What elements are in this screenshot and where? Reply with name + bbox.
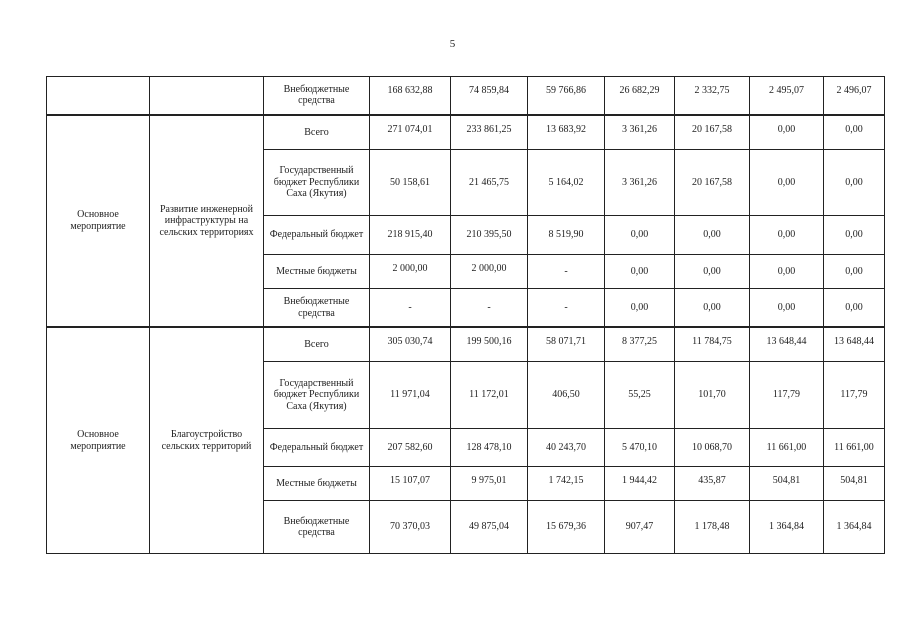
value-cell: 11 172,01	[451, 361, 528, 428]
source-cell: Государственный бюджет Республики Саха (Якутия)	[264, 361, 370, 428]
source-cell: Местные бюджеты	[264, 254, 370, 288]
value-cell: 8 519,90	[528, 216, 605, 254]
source-cell: Федеральный бюджет	[264, 428, 370, 466]
value-cell: 11 784,75	[675, 327, 750, 361]
value-cell: 199 500,16	[451, 327, 528, 361]
section-type-cell: Основное мероприятие	[47, 327, 150, 553]
value-cell: 0,00	[824, 149, 885, 216]
value-cell: 50 158,61	[370, 149, 451, 216]
value-cell: 0,00	[824, 216, 885, 254]
value-cell: -	[528, 254, 605, 288]
source-cell: Государственный бюджет Республики Саха (Якутия)	[264, 149, 370, 216]
value-cell: 59 766,86	[528, 77, 605, 115]
value-cell: 10 068,70	[675, 428, 750, 466]
section-name-cell: Благоустройство сельских территорий	[150, 327, 264, 553]
value-cell: 70 370,03	[370, 501, 451, 554]
value-cell: 2 495,07	[750, 77, 824, 115]
value-cell: 13 683,92	[528, 115, 605, 149]
value-cell: 5 470,10	[605, 428, 675, 466]
value-cell: 11 971,04	[370, 361, 451, 428]
value-cell: 49 875,04	[451, 501, 528, 554]
value-cell: 0,00	[750, 289, 824, 327]
value-cell: 435,87	[675, 467, 750, 501]
value-cell: 0,00	[675, 254, 750, 288]
value-cell: 210 395,50	[451, 216, 528, 254]
value-cell: 1 364,84	[824, 501, 885, 554]
value-cell: 1 178,48	[675, 501, 750, 554]
value-cell: 13 648,44	[750, 327, 824, 361]
value-cell: 0,00	[750, 216, 824, 254]
value-cell: 0,00	[605, 289, 675, 327]
value-cell: 406,50	[528, 361, 605, 428]
value-cell: 2 332,75	[675, 77, 750, 115]
budget-table	[46, 76, 885, 554]
value-cell: 2 000,00	[370, 254, 451, 288]
section-name-cell: Развитие инженерной инфраструктуры на сельских территориях	[150, 115, 264, 327]
value-cell: 0,00	[750, 254, 824, 288]
value-cell: 0,00	[605, 216, 675, 254]
value-cell: 504,81	[750, 467, 824, 501]
source-cell: Федеральный бюджет	[264, 216, 370, 254]
value-cell: 13 648,44	[824, 327, 885, 361]
value-cell: 3 361,26	[605, 149, 675, 216]
value-cell: 0,00	[605, 254, 675, 288]
value-cell: 21 465,75	[451, 149, 528, 216]
section-type-cell: Основное мероприятие	[47, 115, 150, 327]
value-cell: 271 074,01	[370, 115, 451, 149]
value-cell: 504,81	[824, 467, 885, 501]
value-cell: 101,70	[675, 361, 750, 428]
value-cell: 0,00	[824, 115, 885, 149]
value-cell: 74 859,84	[451, 77, 528, 115]
value-cell: -	[528, 289, 605, 327]
value-cell: 8 377,25	[605, 327, 675, 361]
value-cell: 20 167,58	[675, 115, 750, 149]
table-row	[47, 115, 885, 149]
value-cell: 128 478,10	[451, 428, 528, 466]
source-cell: Внебюджетные средства	[264, 77, 370, 115]
value-cell: 0,00	[675, 216, 750, 254]
source-cell: Всего	[264, 115, 370, 149]
name-cell	[150, 77, 264, 115]
value-cell: 15 107,07	[370, 467, 451, 501]
value-cell: 117,79	[824, 361, 885, 428]
value-cell: 2 496,07	[824, 77, 885, 115]
source-cell: Местные бюджеты	[264, 467, 370, 501]
type-cell	[47, 77, 150, 115]
table-row	[47, 327, 885, 361]
value-cell: 218 915,40	[370, 216, 451, 254]
value-cell: 3 361,26	[605, 115, 675, 149]
value-cell: 0,00	[750, 115, 824, 149]
value-cell: 0,00	[750, 149, 824, 216]
value-cell: 0,00	[824, 254, 885, 288]
value-cell: 305 030,74	[370, 327, 451, 361]
value-cell: 1 364,84	[750, 501, 824, 554]
value-cell: 15 679,36	[528, 501, 605, 554]
value-cell: 117,79	[750, 361, 824, 428]
value-cell: 11 661,00	[750, 428, 824, 466]
source-cell: Внебюджетные средства	[264, 501, 370, 554]
value-cell: 907,47	[605, 501, 675, 554]
value-cell: 0,00	[824, 289, 885, 327]
page-number: 5	[449, 38, 456, 50]
value-cell: 1 944,42	[605, 467, 675, 501]
value-cell: 0,00	[675, 289, 750, 327]
table-row	[47, 77, 885, 115]
value-cell: 5 164,02	[528, 149, 605, 216]
value-cell: 11 661,00	[824, 428, 885, 466]
value-cell: 207 582,60	[370, 428, 451, 466]
value-cell: 168 632,88	[370, 77, 451, 115]
value-cell: 9 975,01	[451, 467, 528, 501]
value-cell: -	[451, 289, 528, 327]
value-cell: 233 861,25	[451, 115, 528, 149]
value-cell: 40 243,70	[528, 428, 605, 466]
source-cell: Всего	[264, 327, 370, 361]
value-cell: 20 167,58	[675, 149, 750, 216]
source-cell: Внебюджетные средства	[264, 289, 370, 327]
value-cell: 58 071,71	[528, 327, 605, 361]
value-cell: -	[370, 289, 451, 327]
value-cell: 26 682,29	[605, 77, 675, 115]
value-cell: 2 000,00	[451, 254, 528, 288]
value-cell: 55,25	[605, 361, 675, 428]
value-cell: 1 742,15	[528, 467, 605, 501]
